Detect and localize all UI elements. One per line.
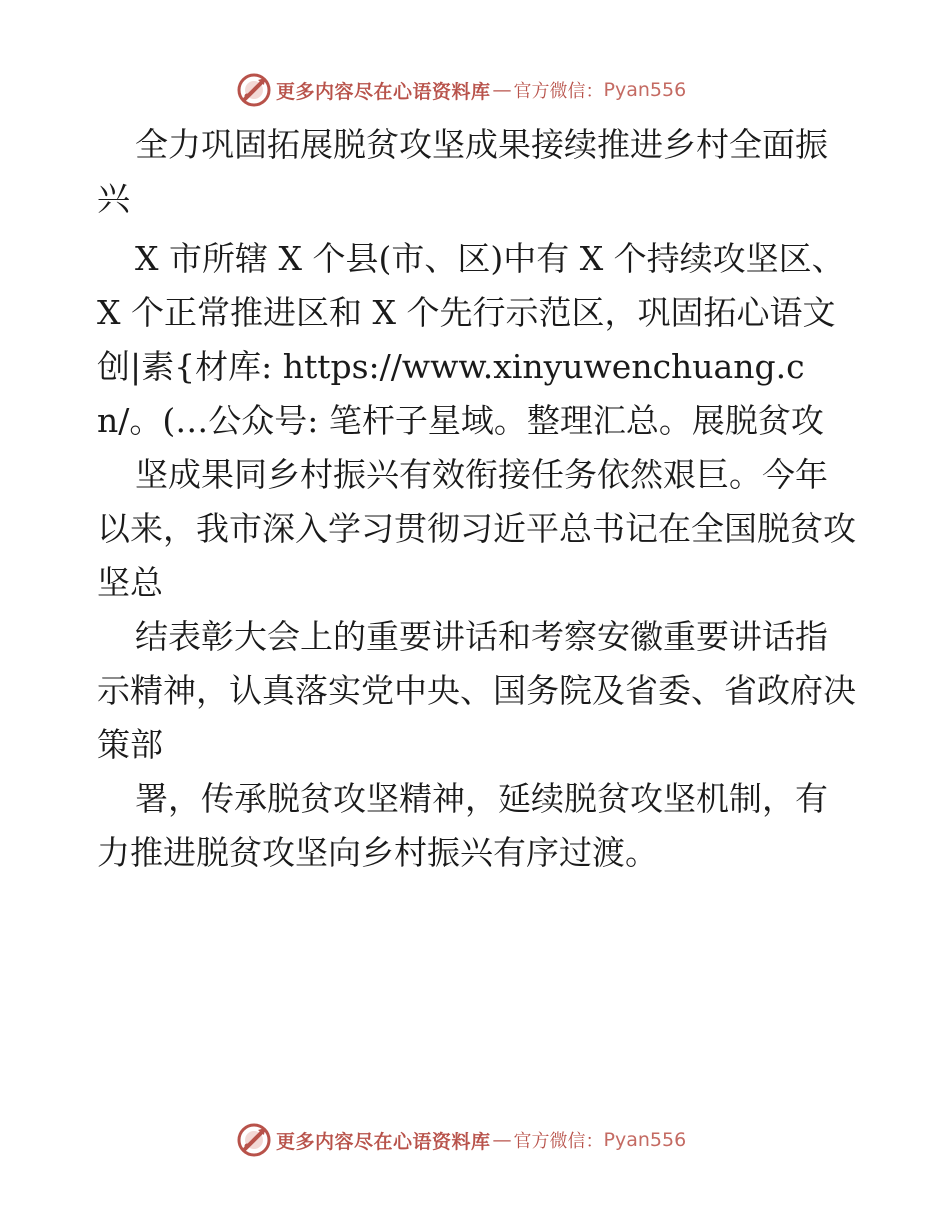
watermark-separator: — <box>492 1129 512 1151</box>
watermark-wechat-label: 官方微信： <box>513 81 604 102</box>
paragraph-3-text: 结表彰大会上的重要讲话和考察安徽重要讲话指示精神，认真落实党中央、国务院及省委、省政府决策部 <box>97 617 856 764</box>
watermark-site-text: 更多内容尽在心语资料库 <box>276 80 491 103</box>
paragraph-3 <box>97 610 857 772</box>
logo-icon <box>236 1122 272 1158</box>
watermark-separator: — <box>492 79 512 101</box>
footer-watermark <box>236 1120 716 1160</box>
paragraph-1 <box>97 232 857 448</box>
watermark-site-text: 更多内容尽在心语资料库 <box>276 1130 491 1153</box>
paragraph-4 <box>97 772 857 880</box>
paragraph-2-text: 坚成果同乡村振兴有效衔接任务依然艰巨。今年以来，我市深入学习贯彻习近平总书记在全国脱贫攻坚总 <box>97 455 856 602</box>
paragraph-4-text: 署，传承脱贫攻坚精神，延续脱贫攻坚机制，有力推进脱贫攻坚向乡村振兴有序过渡。 <box>97 779 828 872</box>
logo-icon <box>236 72 272 108</box>
document-body <box>97 118 857 880</box>
watermark-wechat-label: 官方微信： <box>513 1131 604 1152</box>
document-title-text: 全力巩固拓展脱贫攻坚成果接续推进乡村全面振兴 <box>97 125 828 218</box>
paragraph-1-text: X 市所辖 X 个县(市、区)中有 X 个持续攻坚区、X 个正常推进区和 X 个先行示范区，巩固拓心语文创|素{材库: https://www.xinyuwenchuang.cn/。(…公众号: 笔杆子星域。整理汇总。展脱贫攻 <box>97 239 845 440</box>
document-title <box>97 118 857 226</box>
watermark-wechat-id: Pyan556 <box>603 79 687 101</box>
paragraph-2 <box>97 448 857 610</box>
header-watermark <box>236 70 716 110</box>
watermark-wechat-id: Pyan556 <box>603 1129 687 1151</box>
